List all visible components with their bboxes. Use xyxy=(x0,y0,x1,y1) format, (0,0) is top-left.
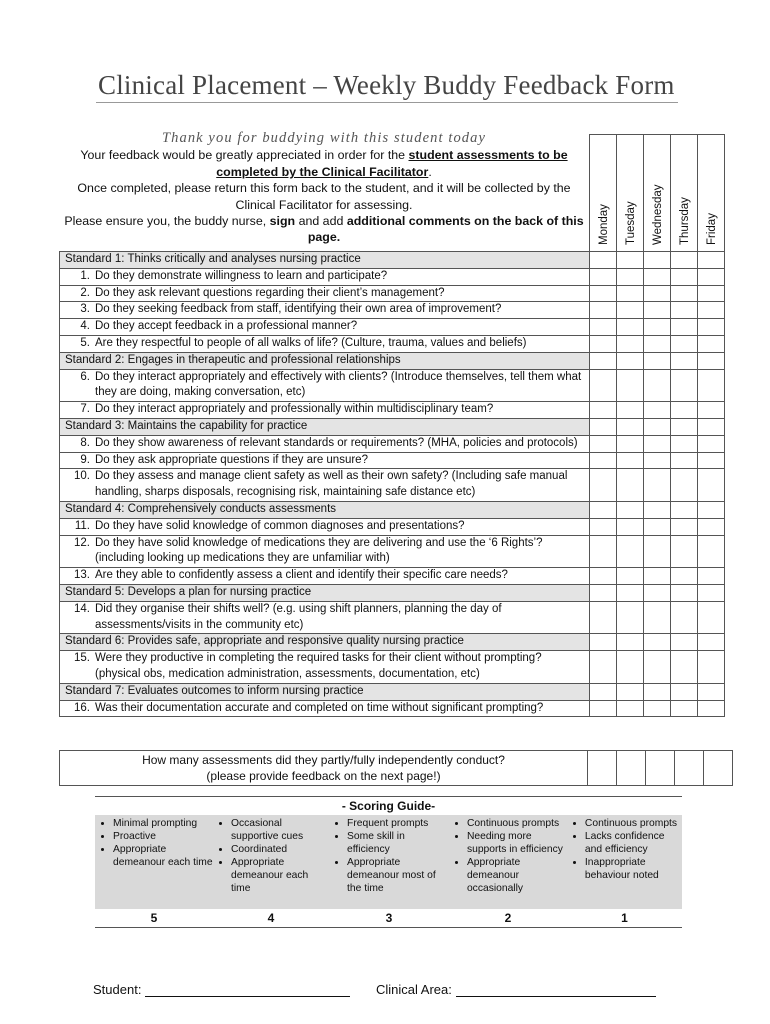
question-row xyxy=(60,268,725,285)
question-label: Do they demonstrate willingness to learn and participate? xyxy=(95,269,388,282)
question-11-cell-monday[interactable] xyxy=(589,518,616,535)
question-10-cell-thursday[interactable] xyxy=(670,469,697,502)
question-11-cell-thursday[interactable] xyxy=(670,518,697,535)
question-4-cell-wednesday[interactable] xyxy=(643,319,670,336)
question-label: Do they interact appropriately and professionally within multidisciplinary team? xyxy=(95,403,494,416)
question-row xyxy=(60,435,725,452)
question-label: Do they ask relevant questions regarding their client’s management? xyxy=(95,286,445,299)
standard-row xyxy=(60,634,725,651)
standard-2-cell-monday[interactable] xyxy=(589,352,616,369)
standard-5-cell-tuesday[interactable] xyxy=(616,584,643,601)
question-row xyxy=(60,601,725,634)
question-text xyxy=(60,535,590,568)
standard-3-cell-thursday[interactable] xyxy=(670,418,697,435)
standard-6-cell-tuesday[interactable] xyxy=(616,634,643,651)
scoring-criterion: • Frequent prompts xyxy=(347,817,449,830)
question-9-cell-wednesday[interactable] xyxy=(643,452,670,469)
question-1-cell-monday[interactable] xyxy=(589,268,616,285)
question-text xyxy=(60,452,590,469)
question-text xyxy=(60,268,590,285)
question-3-cell-tuesday[interactable] xyxy=(616,302,643,319)
standard-7-cell-monday[interactable] xyxy=(589,683,616,700)
question-9-cell-monday[interactable] xyxy=(589,452,616,469)
scoring-criterion: • Appropriate demeanour each time xyxy=(231,856,329,895)
standard-7-cell-thursday[interactable] xyxy=(670,683,697,700)
question-number: 10. xyxy=(74,470,90,483)
clinical-area-line[interactable] xyxy=(456,982,656,997)
question-16-cell-monday[interactable] xyxy=(589,700,616,717)
question-number: 12. xyxy=(74,536,90,549)
question-4-cell-friday[interactable] xyxy=(697,319,724,336)
standard-1-cell-monday[interactable] xyxy=(589,252,616,269)
question-label: Were they productive in completing the required tasks for their client without prompting? (physical obs, medication administration, assessments, documentation, etc) xyxy=(95,652,542,680)
day-header-thursday: Thursday xyxy=(670,135,697,252)
score-value: 3 xyxy=(385,911,393,925)
scoring-guide xyxy=(95,796,682,928)
question-number: 8. xyxy=(80,436,90,449)
question-5-cell-tuesday[interactable] xyxy=(616,335,643,352)
clinical-area-field xyxy=(376,982,656,997)
standard-row xyxy=(60,418,725,435)
standard-2-cell-tuesday[interactable] xyxy=(616,352,643,369)
question-2-cell-thursday[interactable] xyxy=(670,285,697,302)
question-label: Do they accept feedback in a professional manner? xyxy=(95,320,358,333)
scoring-criterion: • Appropriate demeanour occasionally xyxy=(467,856,567,895)
question-row xyxy=(60,369,725,402)
question-number: 16. xyxy=(74,701,90,714)
question-14-cell-friday[interactable] xyxy=(697,601,724,634)
question-text xyxy=(60,568,590,585)
question-8-cell-wednesday[interactable] xyxy=(643,435,670,452)
standard-label: Standard 4: Comprehensively conducts assessments xyxy=(60,501,590,518)
question-text xyxy=(60,601,590,634)
question-3-cell-thursday[interactable] xyxy=(670,302,697,319)
question-12-cell-monday[interactable] xyxy=(589,535,616,568)
question-text xyxy=(60,369,590,402)
question-8-cell-thursday[interactable] xyxy=(670,435,697,452)
score-value: 2 xyxy=(504,911,512,925)
scoring-criterion: • Needing more supports in efficiency xyxy=(467,830,567,856)
standard-3-cell-friday[interactable] xyxy=(697,418,724,435)
assess-cell-thursday[interactable] xyxy=(675,751,704,786)
standard-row xyxy=(60,352,725,369)
question-16-cell-thursday[interactable] xyxy=(670,700,697,717)
form-title: Clinical Placement – Weekly Buddy Feedback Form xyxy=(98,70,675,100)
standard-1-cell-friday[interactable] xyxy=(697,252,724,269)
question-15-cell-monday[interactable] xyxy=(589,651,616,684)
question-text xyxy=(60,319,590,336)
question-2-cell-friday[interactable] xyxy=(697,285,724,302)
question-9-cell-tuesday[interactable] xyxy=(616,452,643,469)
standard-4-cell-tuesday[interactable] xyxy=(616,501,643,518)
question-1-cell-tuesday[interactable] xyxy=(616,268,643,285)
question-6-cell-monday[interactable] xyxy=(589,369,616,402)
scoring-criterion: • Continuous prompts xyxy=(585,817,682,830)
question-number: 5. xyxy=(80,336,90,349)
question-16-cell-friday[interactable] xyxy=(697,700,724,717)
question-1-cell-friday[interactable] xyxy=(697,268,724,285)
question-row xyxy=(60,568,725,585)
scoring-criterion: • Appropriate demeanour each time xyxy=(113,843,213,869)
title-divider xyxy=(96,102,678,103)
standard-4-cell-monday[interactable] xyxy=(589,501,616,518)
clinical-area-label: Clinical Area: xyxy=(376,982,452,997)
question-row xyxy=(60,651,725,684)
question-row xyxy=(60,700,725,717)
question-text xyxy=(60,518,590,535)
standard-row xyxy=(60,683,725,700)
question-7-cell-tuesday[interactable] xyxy=(616,402,643,419)
question-label: Do they seeking feedback from staff, identifying their own area of improvement? xyxy=(95,303,502,316)
question-10-cell-tuesday[interactable] xyxy=(616,469,643,502)
intro-line-3: Please ensure you, the buddy nurse, sign and add additional comments on the back of this page. xyxy=(64,214,584,245)
question-text xyxy=(60,302,590,319)
standard-label: Standard 3: Maintains the capability for practice xyxy=(60,418,590,435)
standard-label: Standard 1: Thinks critically and analyses nursing practice xyxy=(60,252,590,269)
question-label: Do they ask appropriate questions if they are unsure? xyxy=(95,453,368,466)
question-6-cell-tuesday[interactable] xyxy=(616,369,643,402)
standard-4-cell-wednesday[interactable] xyxy=(643,501,670,518)
question-12-cell-friday[interactable] xyxy=(697,535,724,568)
scoring-criterion: • Lacks confidence and efficiency xyxy=(585,830,682,856)
question-1-cell-thursday[interactable] xyxy=(670,268,697,285)
standard-4-cell-thursday[interactable] xyxy=(670,501,697,518)
question-number: 3. xyxy=(80,303,90,316)
question-15-cell-friday[interactable] xyxy=(697,651,724,684)
question-row xyxy=(60,285,725,302)
scoring-column xyxy=(567,815,682,909)
assessments-row xyxy=(60,751,733,786)
question-14-cell-wednesday[interactable] xyxy=(643,601,670,634)
standard-row xyxy=(60,501,725,518)
question-label: Are they respectful to people of all walks of life? (Culture, trauma, values and beliefs) xyxy=(95,336,527,349)
question-text xyxy=(60,402,590,419)
question-number: 2. xyxy=(80,286,90,299)
question-text xyxy=(60,285,590,302)
question-2-cell-tuesday[interactable] xyxy=(616,285,643,302)
question-text xyxy=(60,700,590,717)
score-value: 4 xyxy=(267,911,275,925)
standard-row xyxy=(60,584,725,601)
scoring-guide-heading: - Scoring Guide- xyxy=(95,796,682,815)
assess-cell-friday[interactable] xyxy=(704,751,733,786)
question-number: 9. xyxy=(80,453,90,466)
scoring-column xyxy=(213,815,329,909)
question-3-cell-monday[interactable] xyxy=(589,302,616,319)
question-13-cell-monday[interactable] xyxy=(589,568,616,585)
question-6-cell-thursday[interactable] xyxy=(670,369,697,402)
standard-label: Standard 6: Provides safe, appropriate and responsive quality nursing practice xyxy=(60,634,590,651)
question-label: Are they able to confidently assess a client and identify their specific care needs? xyxy=(95,569,508,582)
scoring-criterion: • Inappropriate behaviour noted xyxy=(585,856,682,882)
question-14-cell-monday[interactable] xyxy=(589,601,616,634)
question-12-cell-tuesday[interactable] xyxy=(616,535,643,568)
question-15-cell-thursday[interactable] xyxy=(670,651,697,684)
scoring-criterion: • Some skill in efficiency xyxy=(347,830,449,856)
day-header-friday: Friday xyxy=(697,135,724,252)
question-8-cell-monday[interactable] xyxy=(589,435,616,452)
question-row xyxy=(60,469,725,502)
question-10-cell-friday[interactable] xyxy=(697,469,724,502)
question-number: 1. xyxy=(80,269,90,282)
standard-label: Standard 5: Develops a plan for nursing practice xyxy=(60,584,590,601)
scoring-column xyxy=(95,815,213,909)
question-label: Do they assess and manage client safety as well as their own safety? (Including safe manual handling, sharps disposals, recognising risk, maintaining safe distance etc) xyxy=(95,470,568,499)
question-5-cell-wednesday[interactable] xyxy=(643,335,670,352)
question-number: 4. xyxy=(80,320,90,333)
question-7-cell-wednesday[interactable] xyxy=(643,402,670,419)
question-12-cell-wednesday[interactable] xyxy=(643,535,670,568)
question-text xyxy=(60,335,590,352)
question-label: Did they organise their shifts well? (e.g. using shift planners, planning the day of assessments/visits in the community etc) xyxy=(95,602,502,631)
standard-4-cell-friday[interactable] xyxy=(697,501,724,518)
question-label: Do they have solid knowledge of common diagnoses and presentations? xyxy=(95,519,465,532)
question-15-cell-tuesday[interactable] xyxy=(616,651,643,684)
question-5-cell-thursday[interactable] xyxy=(670,335,697,352)
question-row xyxy=(60,402,725,419)
assess-cell-monday[interactable] xyxy=(588,751,617,786)
student-signature xyxy=(93,982,350,997)
question-number: 14. xyxy=(74,602,90,615)
standard-label: Standard 7: Evaluates outcomes to inform nursing practice xyxy=(60,683,590,700)
question-7-cell-monday[interactable] xyxy=(589,402,616,419)
standard-2-cell-friday[interactable] xyxy=(697,352,724,369)
assessments-table xyxy=(59,750,733,786)
standard-5-cell-thursday[interactable] xyxy=(670,584,697,601)
question-number: 15. xyxy=(74,652,90,665)
standard-5-cell-friday[interactable] xyxy=(697,584,724,601)
question-2-cell-wednesday[interactable] xyxy=(643,285,670,302)
standard-3-cell-tuesday[interactable] xyxy=(616,418,643,435)
question-4-cell-monday[interactable] xyxy=(589,319,616,336)
question-14-cell-thursday[interactable] xyxy=(670,601,697,634)
standard-6-cell-thursday[interactable] xyxy=(670,634,697,651)
standard-7-cell-wednesday[interactable] xyxy=(643,683,670,700)
standard-1-cell-tuesday[interactable] xyxy=(616,252,643,269)
question-13-cell-tuesday[interactable] xyxy=(616,568,643,585)
intro-line-2: Once completed, please return this form back to the student, and it will be collected by the Clinical Facilitator for assessing. xyxy=(77,181,571,212)
question-label: Do they have solid knowledge of medications they are delivering and use the ‘6 Rights’? (including looking up medications they are unfamiliar with) xyxy=(95,536,543,565)
question-text xyxy=(60,651,590,684)
question-number: 7. xyxy=(80,403,90,416)
scoring-column xyxy=(329,815,449,909)
question-9-cell-thursday[interactable] xyxy=(670,452,697,469)
question-5-cell-monday[interactable] xyxy=(589,335,616,352)
scoring-criterion: • Minimal prompting xyxy=(113,817,213,830)
question-3-cell-friday[interactable] xyxy=(697,302,724,319)
question-6-cell-wednesday[interactable] xyxy=(643,369,670,402)
question-number: 6. xyxy=(80,370,90,383)
question-5-cell-friday[interactable] xyxy=(697,335,724,352)
intro-line-1: Your feedback would be greatly appreciated in order for the student assessments to be completed by the Clinical Facilitator. xyxy=(80,148,568,179)
score-value: 5 xyxy=(150,911,158,925)
student-signature-line[interactable] xyxy=(145,982,350,997)
standard-5-cell-wednesday[interactable] xyxy=(643,584,670,601)
question-11-cell-tuesday[interactable] xyxy=(616,518,643,535)
standard-row xyxy=(60,252,725,269)
question-11-cell-wednesday[interactable] xyxy=(643,518,670,535)
assess-cell-wednesday[interactable] xyxy=(646,751,675,786)
question-11-cell-friday[interactable] xyxy=(697,518,724,535)
standard-7-cell-tuesday[interactable] xyxy=(616,683,643,700)
question-row xyxy=(60,518,725,535)
standard-3-cell-wednesday[interactable] xyxy=(643,418,670,435)
day-header-monday: Monday xyxy=(589,135,616,252)
question-row xyxy=(60,302,725,319)
question-row xyxy=(60,452,725,469)
standard-5-cell-monday[interactable] xyxy=(589,584,616,601)
question-9-cell-friday[interactable] xyxy=(697,452,724,469)
question-label: Do they show awareness of relevant standards or requirements? (MHA, policies and protocols) xyxy=(95,436,578,449)
question-number: 11. xyxy=(74,519,90,532)
standard-6-cell-monday[interactable] xyxy=(589,634,616,651)
day-header-wednesday: Wednesday xyxy=(643,135,670,252)
question-text xyxy=(60,435,590,452)
standard-1-cell-wednesday[interactable] xyxy=(643,252,670,269)
standard-6-cell-wednesday[interactable] xyxy=(643,634,670,651)
assessments-question: How many assessments did they partly/fully independently conduct? (please provide feedback on the next page!) xyxy=(60,751,588,786)
standard-2-cell-thursday[interactable] xyxy=(670,352,697,369)
question-7-cell-friday[interactable] xyxy=(697,402,724,419)
standard-2-cell-wednesday[interactable] xyxy=(643,352,670,369)
question-10-cell-wednesday[interactable] xyxy=(643,469,670,502)
question-13-cell-friday[interactable] xyxy=(697,568,724,585)
question-1-cell-wednesday[interactable] xyxy=(643,268,670,285)
student-label: Student: xyxy=(93,982,142,997)
question-number: 13. xyxy=(74,569,90,582)
question-15-cell-wednesday[interactable] xyxy=(643,651,670,684)
question-label: Was their documentation accurate and completed on time without significant prompting? xyxy=(95,701,544,714)
score-value: 1 xyxy=(621,911,628,925)
standard-1-cell-thursday[interactable] xyxy=(670,252,697,269)
question-12-cell-thursday[interactable] xyxy=(670,535,697,568)
question-8-cell-friday[interactable] xyxy=(697,435,724,452)
standard-7-cell-friday[interactable] xyxy=(697,683,724,700)
question-13-cell-thursday[interactable] xyxy=(670,568,697,585)
thanks-line: Thank you for buddying with this student today xyxy=(161,130,487,146)
scoring-column xyxy=(449,815,567,909)
question-3-cell-wednesday[interactable] xyxy=(643,302,670,319)
question-6-cell-friday[interactable] xyxy=(697,369,724,402)
question-14-cell-tuesday[interactable] xyxy=(616,601,643,634)
scoring-criterion: • Continuous prompts xyxy=(467,817,567,830)
standard-3-cell-monday[interactable] xyxy=(589,418,616,435)
question-row xyxy=(60,535,725,568)
question-2-cell-monday[interactable] xyxy=(589,285,616,302)
scoring-criterion: • Coordinated xyxy=(231,843,329,856)
scoring-criterion: • Proactive xyxy=(113,830,213,843)
scoring-guide-body xyxy=(95,815,682,909)
standard-6-cell-friday[interactable] xyxy=(697,634,724,651)
scoring-criterion: • Occasional supportive cues xyxy=(231,817,329,843)
question-row xyxy=(60,319,725,336)
day-header-tuesday: Tuesday xyxy=(616,135,643,252)
scoring-criterion: • Appropriate demeanour most of the time xyxy=(347,856,449,895)
question-4-cell-thursday[interactable] xyxy=(670,319,697,336)
question-text xyxy=(60,469,590,502)
question-label: Do they interact appropriately and effectively with clients? (Introduce themselves, tell them what they are doing, making conversation, etc) xyxy=(95,370,582,399)
question-7-cell-thursday[interactable] xyxy=(670,402,697,419)
question-10-cell-monday[interactable] xyxy=(589,469,616,502)
question-16-cell-wednesday[interactable] xyxy=(643,700,670,717)
scoring-guide-scores xyxy=(95,909,682,928)
question-row xyxy=(60,335,725,352)
assess-cell-tuesday[interactable] xyxy=(617,751,646,786)
question-8-cell-tuesday[interactable] xyxy=(616,435,643,452)
intro-text xyxy=(60,130,588,246)
standard-label: Standard 2: Engages in therapeutic and professional relationships xyxy=(60,352,590,369)
question-4-cell-tuesday[interactable] xyxy=(616,319,643,336)
question-16-cell-tuesday[interactable] xyxy=(616,700,643,717)
question-13-cell-wednesday[interactable] xyxy=(643,568,670,585)
